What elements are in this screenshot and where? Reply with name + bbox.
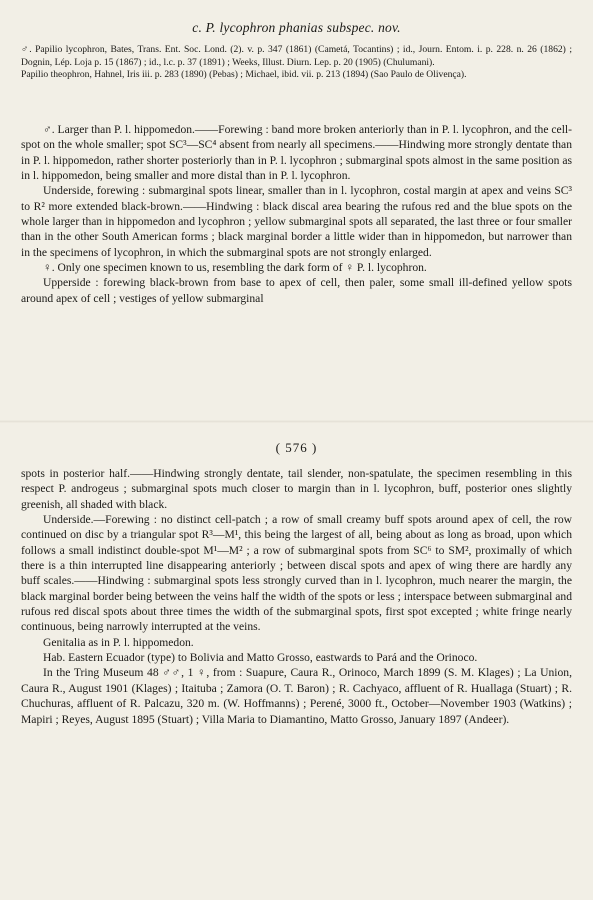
synonymy-entry: ♂. Papilio lycophron, Bates, Trans. Ent. Soc. Lond. (2). v. p. 347 (1861) (Cametá, Tocantins) ; id., Journ. Entom. i. p. 228. n. 26 (1862) ; Dognin, Lép. Loja p. 15 (1867) ; id., l.c. p. 37 (1891) ; Weeks, Illust. Diurn. Lep. p. 20 (1905) (Chulumani). xyxy=(21,44,572,68)
subspecies-heading: c. P. lycophron phanias subspec. nov. xyxy=(192,20,401,35)
male-description: ♂. Larger than P. l. hippomedon.——Forewing : band more broken anteriorly than in P. l. lycophron, and the cell-spot on the whole smaller; spot SC³—SC⁴ absent from nearly all specimens.——Hindwing more strongly dentate than in P. l. hippomedon, rather shorter posteriorly than in P. l. lycophron ; submarginal spots almost in the same position as in l. hippomedon, being smaller and more distal than in P. l. lycophron. xyxy=(21,123,572,183)
museum-material: In the Tring Museum 48 ♂♂, 1 ♀, from : Suapure, Caura R., Orinoco, March 1899 (S. M. Klages) ; La Union, Caura R., August 1901 (Klages) ; Itaituba ; Zamora (O. T. Baron) ; R. Cachyaco, affluent of R. Huallaga (Stuart) ; R. Chuchuras, affluent of R. Palcazu, 320 m. (W. Hoffmanns) ; Perené, 3000 ft., October—November 1903 (Watkins) ; Mapiri ; Reyes, August 1895 (Stuart) ; Villa Maria to Diamantino, Matto Grosso, January 1897 (Andeer). xyxy=(21,666,572,726)
female-upperside: Upperside : forewing black-brown from base to apex of cell, then paler, some small ill-defined yellow spots around apex of cell ; vestiges of yellow submarginal xyxy=(21,276,572,305)
genitalia-note: Genitalia as in P. l. hippomedon. xyxy=(43,635,194,649)
female-description: ♀. Only one specimen known to us, resembling the dark form of ♀ P. l. lycophron. xyxy=(43,261,427,275)
page-number: ( 576 ) xyxy=(275,440,318,455)
female-upperside-continued: spots in posterior half.——Hindwing strongly dentate, tail slender, non-spatulate, the specimen resembling in this respect P. androgeus ; submarginal spots much closer to margin than in l. lycophron, buff, posterior ones slightly greenish, all shaded with black. xyxy=(21,467,572,511)
description-bottom xyxy=(21,466,572,727)
description-top xyxy=(21,122,572,306)
page-fold xyxy=(0,420,593,423)
synonymy-block xyxy=(21,44,572,82)
habitat: Hab. Eastern Ecuador (type) to Bolivia and Matto Grosso, eastwards to Pará and the Orinoco. xyxy=(43,651,478,665)
female-underside: Underside.—Forewing : no distinct cell-patch ; a row of small creamy buff spots around apex of cell, the row continued on disc by a triangular spot R³—M¹, this being the largest of all, being about as long as broad, upon which follows a small indistinct double-spot M¹—M² ; a row of submarginal spots from SC⁶ to SM², proximally of which there is a thin interrupted line disappearing anteriorly ; between discal spots and apex of wing there are hardly any buff scales.——Hindwing : submarginal spots less strongly curved than in l. lycophron, much nearer the margin, the black marginal border being between the veins half the width of the spots or less ; interspace between submarginal and rufous red discal spots about three times the width of the submarginal spots, first spot excepted ; white fringe nearly continuous, being narrowly interrupted at the veins. xyxy=(21,513,572,634)
male-underside: Underside, forewing : submarginal spots linear, smaller than in l. lycophron, costal margin at apex and veins SC³ to R² more extended black-brown.——Hindwing : black discal area bearing the rufous red and the blue spots on the whole larger than in hippomedon and lycophron ; yellow submarginal spots all separated, the last three or four smaller than in the other South American forms ; black marginal border a little wider than in hippomedon, but narrower than in the specimens of lycophron, in which the submarginal spots are not strongly enlarged. xyxy=(21,184,572,259)
synonymy-entry: Papilio theophron, Hahnel, Iris iii. p. 283 (1890) (Pebas) ; Michael, ibid. vii. p. 213 (1894) (Sao Paulo de Olivença). xyxy=(21,69,467,81)
